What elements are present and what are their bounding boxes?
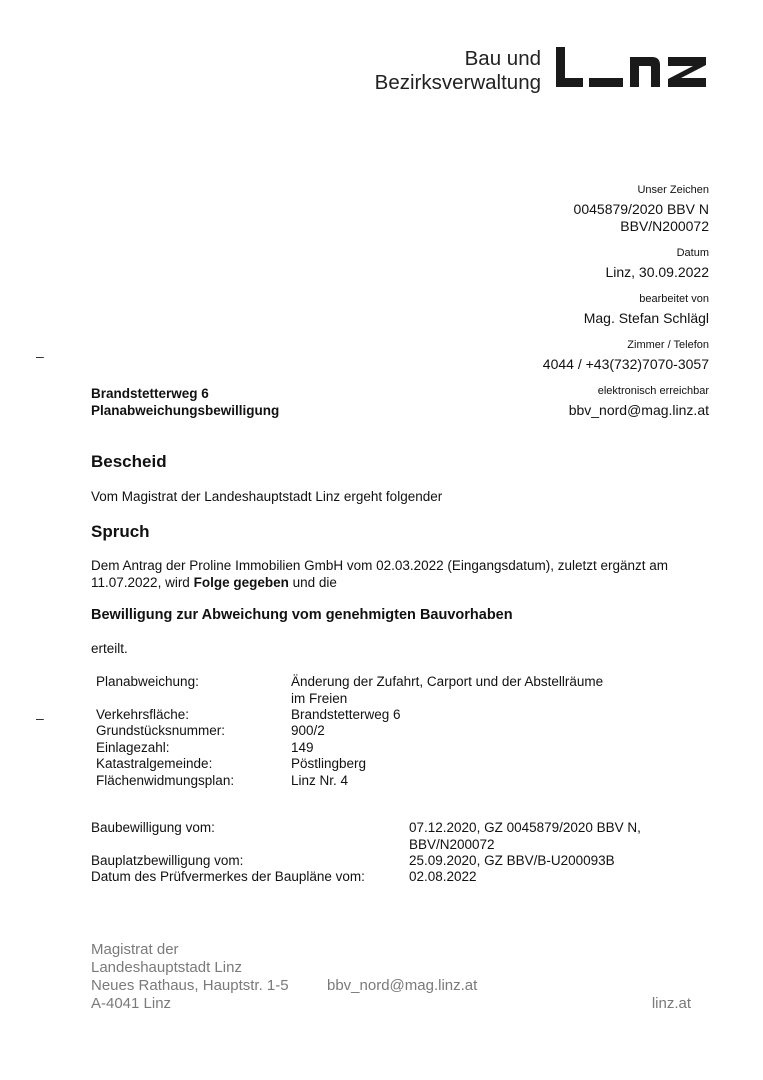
bauplatzbewilligung-value: 25.09.2020, GZ BBV/B-U200093B: [409, 853, 615, 868]
linz-logo: [556, 47, 708, 91]
subject-block: [91, 385, 279, 419]
datum-label: Datum: [676, 247, 709, 259]
verkehrsflaeche-value: Brandstetterweg 6: [291, 707, 401, 722]
baubewilligung-line-1: 07.12.2020, GZ 0045879/2020 BBV N,: [409, 820, 641, 835]
footer-line-4: A-4041 Linz: [91, 995, 172, 1012]
intro-paragraph: Vom Magistrat der Landeshauptstadt Linz ergeht folgender: [91, 489, 443, 504]
footer-email[interactable]: bbv_nord@mag.linz.at: [327, 977, 478, 994]
grundstuecksnummer-value: 900/2: [291, 723, 325, 738]
spruch-heading: Spruch: [91, 522, 150, 541]
bearbeitet-label: bearbeitet von: [639, 293, 709, 305]
footer-line-2: Landeshauptstadt Linz: [91, 959, 242, 976]
elektronisch-label: elektronisch erreichbar: [597, 385, 709, 397]
einlagezahl-value: 149: [291, 740, 314, 755]
antrag-text: Dem Antrag der Proline Immobilien GmbH vom 02.03.2022 (Eingangsdatum), zuletzt ergänzt am 11.07.2022, wird: [91, 558, 669, 590]
pruefvermerk-value: 02.08.2022: [409, 869, 477, 884]
antrag-bold: Folge gegeben: [193, 574, 289, 590]
footer-line-1: Magistrat der: [91, 941, 179, 958]
einlagezahl-label: Einlagezahl:: [96, 740, 170, 755]
verkehrsflaeche-label: Verkehrsfläche:: [96, 707, 190, 722]
planabweichung-label: Planabweichung:: [96, 674, 199, 689]
baubewilligung-label: Baubewilligung vom:: [91, 820, 215, 835]
planabweichung-value: [291, 674, 651, 707]
bearbeitet-value: Mag. Stefan Schlägl: [583, 310, 709, 326]
footer-website[interactable]: linz.at: [651, 995, 691, 1012]
datum-value: Linz, 30.09.2022: [605, 264, 709, 280]
planabweichung-line-1: Änderung der Zufahrt, Carport und der Abstellräume: [291, 674, 604, 689]
subject-line-2: Planabweichungsbewilligung: [91, 403, 280, 418]
baubewilligung-value: [409, 820, 709, 853]
erteilt-text: erteilt.: [91, 641, 128, 656]
katastralgemeinde-label: Katastralgemeinde:: [96, 756, 213, 771]
elektronisch-email[interactable]: bbv_nord@mag.linz.at: [568, 402, 709, 418]
bewilligung-heading: Bewilligung zur Abweichung vom genehmigten Bauvorhaben: [91, 607, 513, 623]
bauplatzbewilligung-label: Bauplatzbewilligung vom:: [91, 853, 244, 868]
department-line-1: Bau und: [464, 47, 541, 70]
zimmer-telefon-label: Zimmer / Telefon: [627, 339, 709, 351]
pruefvermerk-label: Datum des Prüfvermerkes der Baupläne vom:: [91, 869, 365, 884]
fold-mark: –: [36, 348, 44, 364]
department-line-2: Bezirksverwaltung: [374, 71, 541, 94]
flaechenwidmungsplan-value: Linz Nr. 4: [291, 773, 349, 788]
footer-address: [91, 941, 289, 1013]
subject-line-1: Brandstetterweg 6: [91, 386, 209, 401]
antrag-text-end: und die: [288, 574, 337, 590]
antrag-paragraph: [91, 558, 701, 591]
fold-mark: –: [36, 710, 44, 726]
zimmer-telefon-value: 4044 / +43(732)7070-3057: [542, 356, 709, 372]
footer-line-3: Neues Rathaus, Hauptstr. 1-5: [91, 977, 289, 994]
flaechenwidmungsplan-label: Flächenwidmungsplan:: [96, 773, 235, 788]
unser-zeichen-label: Unser Zeichen: [637, 184, 709, 196]
grundstuecksnummer-label: Grundstücksnummer:: [96, 723, 226, 738]
katastralgemeinde-value: Pöstlingberg: [291, 756, 367, 771]
bescheid-heading: Bescheid: [91, 452, 167, 471]
unser-zeichen-line-2: BBV/N200072: [620, 218, 709, 234]
unser-zeichen-line-1: 0045879/2020 BBV N: [573, 201, 709, 217]
department-name: [375, 47, 541, 95]
baubewilligung-line-2: BBV/N200072: [409, 836, 495, 852]
unser-zeichen-value: [574, 201, 709, 235]
planabweichung-line-2: im Freien: [291, 690, 348, 706]
